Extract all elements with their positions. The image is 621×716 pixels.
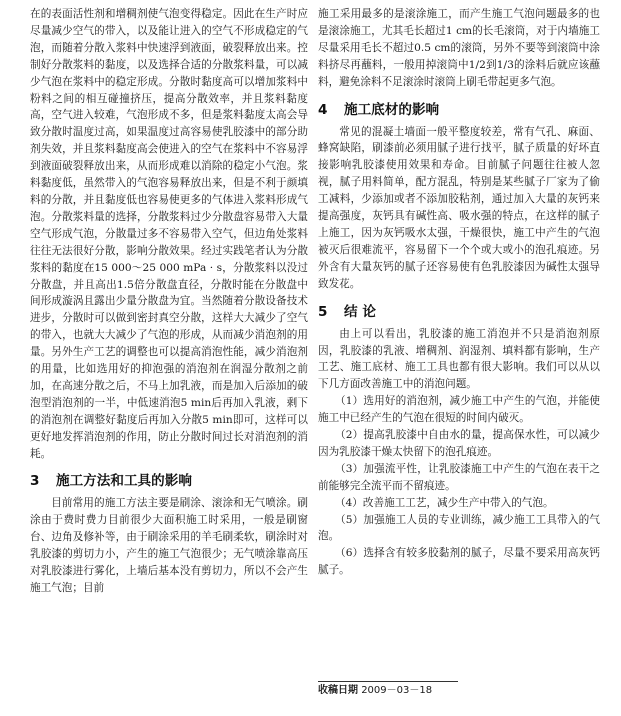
conclusion-item: （2）提高乳胶漆中自由水的量，提高保水性，可以减少因为乳胶漆干燥太快留下的泡孔痕迹。 bbox=[318, 429, 600, 458]
conclusion-item: （4）改善施工工艺，减少生产中带入的气泡。 bbox=[334, 496, 554, 509]
footnote-divider bbox=[318, 681, 458, 682]
conclusion-item: （5）加强施工人员的专业训练，减少施工工具带入的气泡。 bbox=[318, 513, 600, 543]
section-heading-4 bbox=[318, 100, 600, 120]
paragraph-substrate-putty: 常见的混凝土墙面一般平整度较差，常有气孔、麻面、蜂窝缺陷，刷漆前必须用腻子进行找平，腻子质量的好坏直接影响乳胶漆使用效果和寿命。目前腻子问题往往被人忽视，腻子用料简单，配方混乱，特别是某些腻子厂家为了偷工减料，少添加或者不添加胶粘剂，通过加入大量的灰钙来提高强度，灰钙具有碱性高、吸水强的特点，在这样的腻子上施工，因为灰钙吸水太强，干燥很快，施工中产生的气泡被灭后很难流平，容易留下一个个或大或小的泡孔痕迹。另外含有大量灰钙的腻子还容易使有色乳胶漆因为碱性太强导致发花。 bbox=[318, 125, 600, 290]
received-date-note bbox=[318, 684, 432, 698]
paragraph-construction-methods: 目前常用的施工方法主要是刷涂、滚涂和无气喷涂。刷涂由于费时费力目前很少大面积施工时采用，一般是刷窗台、边角及修补等，由于刷涂采用的羊毛刷柔软，刷涂时对乳胶漆的剪切力小，产生的施工气泡很少；无气喷涂靠高压对乳胶漆进行雾化，上墙后基本没有剪切力，所以不会产生施工气泡；目前 bbox=[30, 497, 308, 594]
section-heading-5 bbox=[318, 302, 600, 322]
received-date-value: 2009－03－18 bbox=[361, 685, 433, 696]
conclusion-item: （6）选择含有较多胶黏剂的腻子，尽量不要采用高灰钙腻子。 bbox=[318, 547, 600, 577]
paragraph-roller-application: 施工采用最多的是滚涂施工，而产生施工气泡问题最多的也是滚涂施工，尤其毛长超过1 cm的长毛滚筒，对于内墙施工尽量采用毛长不超过0.5 cm的滚筒，另外不要等到滚筒中涂料挤尽再蘸料，一般用掉滚筒中1/2到1/3的涂料后就应该蘸料，避免涂料不足滚涂时滚筒上刷毛带起更多气泡。 bbox=[318, 8, 600, 88]
paragraph-conclusion: 由上可以看出，乳胶漆的施工消泡并不只是消泡剂原因，乳胶漆的乳液、增稠剂、润湿剂、填料都有影响，生产工艺、施工底材、施工工具也都有很大影响。我们可以从以下几方面改善施工中的消泡问题。 bbox=[318, 327, 600, 391]
section-heading-3 bbox=[30, 471, 308, 491]
conclusion-item: （1）选用好的消泡剂，减少施工中产生的气泡，并能使施工中已经产生的气泡在很短的时间内破灭。 bbox=[318, 395, 600, 425]
section-title: 结 论 bbox=[344, 303, 376, 320]
paragraph-defoamer-dispersion: 在的表面活性剂和增稠剂使气泡变得稳定。因此在生产时应尽量减少空气的带入，以及能让进入的空气不形成稳定的气泡，而随着分散入浆料中快速浮到液面，破裂释放出来。控制好分散浆料的黏度，以及选择合适的分散浆料量，可以减少气泡在浆料中的稳定形成。分散时黏度高可以增加浆料中粉料之间的相互碰撞挤压，提高分散效率，并且浆料黏度高，空气进入较难，气泡形成不多，但是浆料黏度太高会导致分散时温度过高，如果温度过高容易使乳胶漆中的部分助剂失效，并且浆料黏度高会使进入的空气在浆料中不容易浮到液面破裂释放出来，从而形成难以消除的稳定小气泡。浆料黏度低，虽然带入的气泡容易释放出来，但是不利于颜填料的分散，并且黏度低也容易使更多的气体进入浆料形成气泡。分散浆料量的选择，分散浆料过少分散盘容易带入大量空气形成气泡，分散量过多不容易带入空气，但边角处浆料往往无法很好分散，影响分散效果。经过实践笔者认为分散浆料的黏度在15 000～25 000 mPa · s，分散浆料以没过分散盘，并且高出1.5倍分散盘直径，分散时能在分散盘中间形成漩涡且露出少量分散盘为宜。当然随着分散设备技术进步，分散时可以做到密封真空分散，这样大大减少了空气的带入，也就大大减少了气泡的形成，从而减少消泡剂的用量。另外生产工艺的调整也可以提高消泡性能，减少消泡剂的用量，比如选用好的抑泡强的消泡剂在润湿分散剂之前加，在高速分散之后，不马上加乳液，而是加入后添加的破泡型消泡剂的一半，中低速消泡5 min后再加入乳液，剩下的消泡剂在调整好黏度后再加入分散5 min即可，这样可以更好地发挥消泡剂的作用，防止分散时间过长对消泡剂的消耗。 bbox=[30, 8, 308, 460]
right-column bbox=[318, 6, 600, 579]
section-title: 施工底材的影响 bbox=[344, 101, 440, 118]
received-date-label: 收稿日期 bbox=[318, 685, 358, 696]
section-number: 3 bbox=[30, 473, 40, 490]
conclusion-item: （3）加强流平性，让乳胶漆施工中产生的气泡在表干之前能够完全流平而不留痕迹。 bbox=[318, 462, 600, 492]
section-number: 5 bbox=[318, 303, 328, 320]
left-column bbox=[30, 6, 308, 597]
section-title: 施工方法和工具的影响 bbox=[56, 473, 192, 490]
section-number: 4 bbox=[318, 101, 328, 118]
